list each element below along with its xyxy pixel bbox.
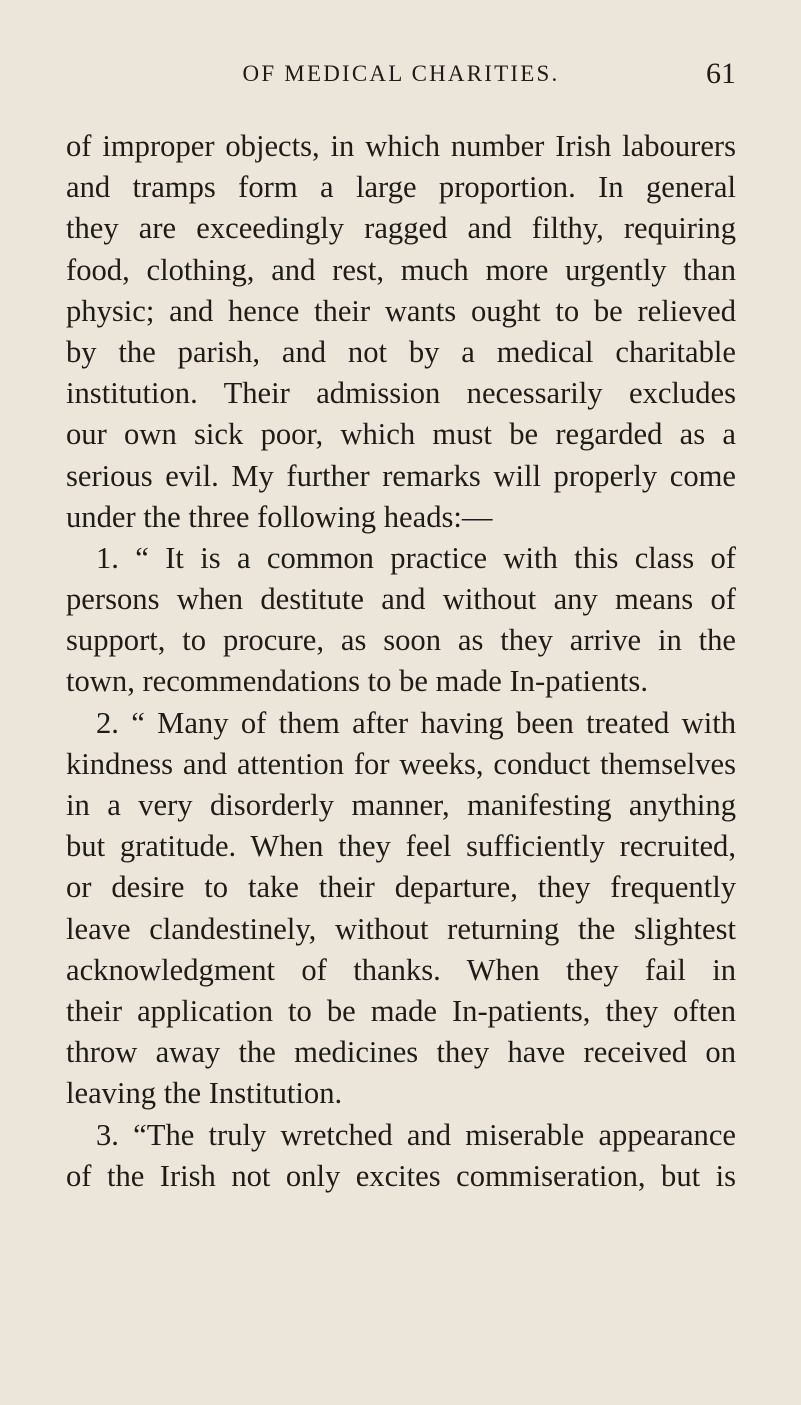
- text-line: and tramps form a large proportion. In general: [66, 170, 736, 205]
- page-number: 61: [706, 57, 736, 90]
- text-line: in a very disorderly manner, manifesting anything: [66, 788, 736, 822]
- text-line: leave clandestinely, without returning the slightest: [66, 911, 736, 946]
- text-line: of improper objects, in which number Irish labourers: [66, 129, 736, 163]
- text-line: their application to be made In-patients, they often: [66, 993, 736, 1028]
- text-line: serious evil. My further remarks will properly come: [66, 458, 736, 493]
- text-line: 3. “The truly wretched and miserable appearance: [96, 1117, 736, 1152]
- text-line: town, recommendations to be made In-patients.: [66, 664, 648, 699]
- text-line: physic; and hence their wants ought to be relieved: [66, 293, 736, 328]
- text-line: of the Irish not only excites commiseration, but is: [66, 1158, 736, 1193]
- text-line: food, clothing, and rest, much more urgently than: [66, 252, 736, 287]
- text-line: support, to procure, as soon as they arrive in the: [66, 623, 736, 658]
- page-header: [66, 56, 736, 92]
- text-line: persons when destitute and without any means of: [66, 582, 736, 617]
- text-line: they are exceedingly ragged and filthy, requiring: [66, 211, 736, 246]
- text-line: institution. Their admission necessarily excludes: [66, 376, 736, 411]
- text-line: throw away the medicines they have received on: [66, 1035, 736, 1070]
- text-line: by the parish, and not by a medical charitable: [66, 334, 736, 369]
- running-head: OF MEDICAL CHARITIES.: [242, 61, 560, 86]
- text-line: or desire to take their departure, they frequently: [66, 870, 736, 905]
- text-line: 1. “ It is a common practice with this class of: [96, 540, 736, 575]
- text-line: 2. “ Many of them after having been treated with: [96, 705, 736, 740]
- text-line: kindness and attention for weeks, conduct themselves: [66, 746, 736, 781]
- text-line: leaving the Institution.: [66, 1076, 343, 1111]
- body-text: [66, 126, 736, 1197]
- text-line: under the three following heads:—: [66, 499, 493, 534]
- text-line: acknowledgment of thanks. When they fail in: [66, 952, 736, 987]
- text-line: our own sick poor, which must be regarded as a: [66, 417, 736, 452]
- text-line: but gratitude. When they feel sufficiently recruited,: [66, 829, 736, 864]
